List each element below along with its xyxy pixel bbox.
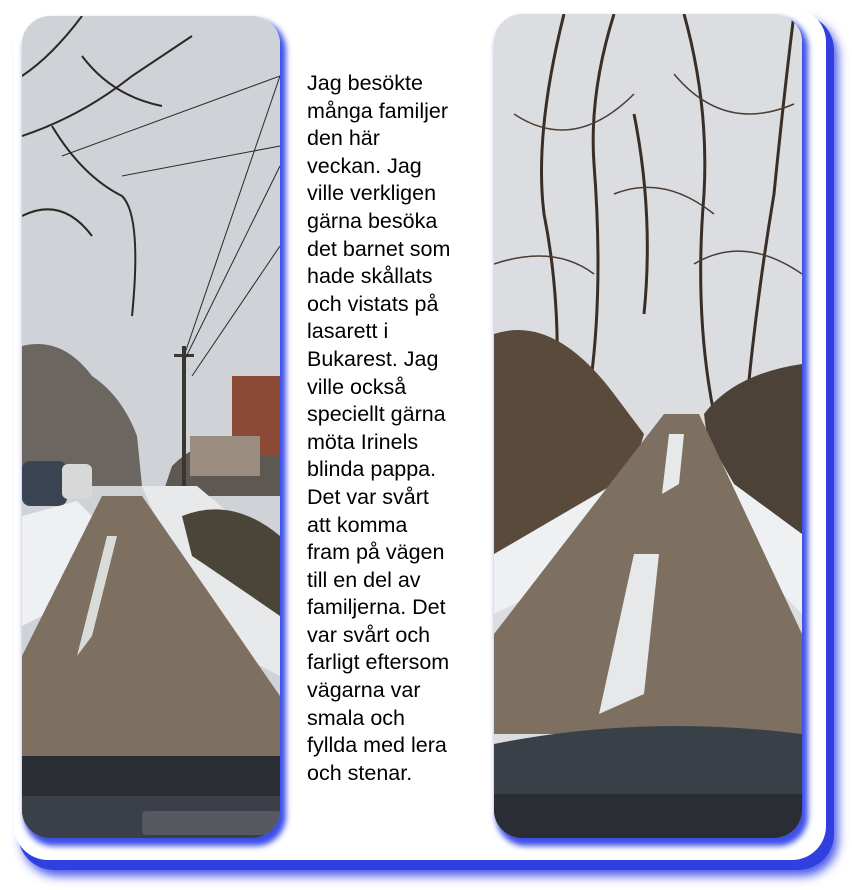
right-road-photo bbox=[494, 14, 802, 838]
story-caption: Jag besökte många familjer den här veckan. Jag ville verkligen gärna besöka det barnet som hade skållats och vistats på lasarett i Bukarest. Jag ville också speciellt gärna möta Irinels blinda pappa. Det var svårt att komma fram på vägen till en del av familjerna. Det var svårt och farligt eftersom vägarna var smala och fyllda med lera och stenar. bbox=[307, 71, 451, 785]
left-road-photo bbox=[22, 16, 280, 838]
